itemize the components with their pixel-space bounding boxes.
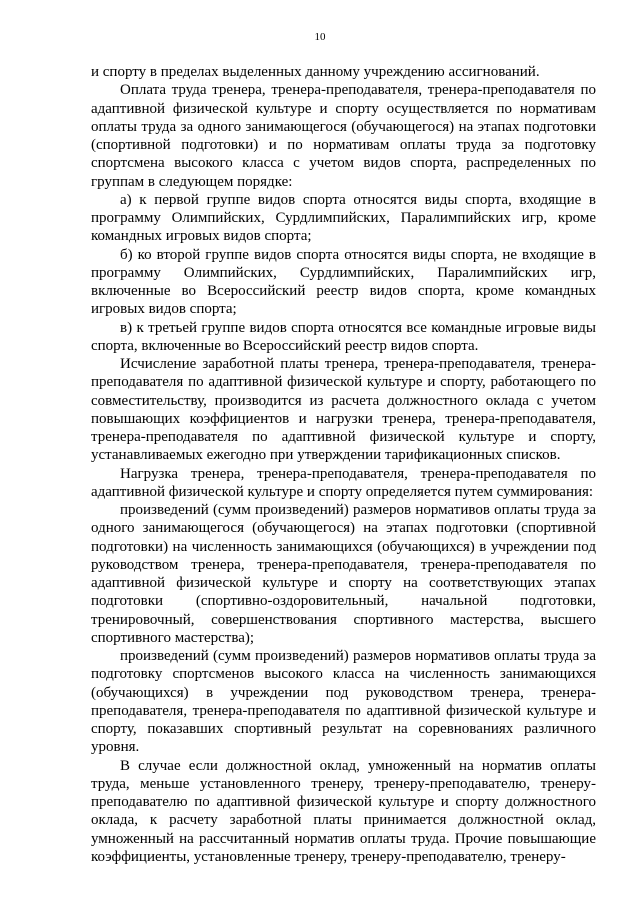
page-number: 10: [314, 31, 326, 43]
document-body: [91, 63, 596, 866]
paragraph: и спорту в пределах выделенных данному учреждению ассигнований.: [91, 64, 540, 80]
paragraph: а) к первой группе видов спорта относятся виды спорта, входящие в программу Олимпийских, Сурдлимпийских, Паралимпийских игр, кроме командных игровых видов спорта;: [91, 191, 596, 245]
paragraph: Оплата труда тренера, тренера-преподавателя, тренера-преподавателя по адаптивной физической культуре и спорту осуществляется по нормативам оплаты труда за одного занимающегося (обучающегося) на этапах подготовки (спортивной подготовки) и по нормативам оплаты труда за подготовку спортсмена высокого класса с учетом видов спорта, распределенных по группам в следующем порядке:: [91, 82, 596, 190]
paragraph: произведений (сумм произведений) размеров нормативов оплаты труда за подготовку спортсменов высокого класса на численность занимающихся (обучающихся) в учреждении под руководством тренера, тренера-преподавателя, тренера-преподавателя по адаптивной физической культуре и спорту, показавших спортивный результат на соревнованиях различного уровня.: [91, 648, 596, 756]
paragraph: Исчисление заработной платы тренера, тренера-преподавателя, тренера-преподавателя по адаптивной физической культуре и спорту, работающего по совместительству, производится из расчета должностного оклада с учетом повышающих коэффициентов и нагрузки тренера, тренера-преподавателя, тренера-преподавателя по адаптивной физической культуре и спорту, устанавливаемых ежегодно при утверждении тарификационных списков.: [91, 356, 596, 464]
paragraph: в) к третьей группе видов спорта относятся все командные игровые виды спорта, включенные во Всероссийский реестр видов спорта.: [91, 319, 596, 354]
paragraph: б) ко второй группе видов спорта относятся виды спорта, не входящие в программу Олимпийских, Сурдлимпийских, Паралимпийских игр, включенные во Всероссийский реестр видов спорта, кроме командных игровых видов спорта;: [91, 246, 596, 318]
paragraph: произведений (сумм произведений) размеров нормативов оплаты труда за одного занимающегося (обучающегося) на этапах подготовки (спортивной подготовки) на численность занимающихся (обучающихся) в учреждении под руководством тренера, тренера-преподавателя, тренера-преподавателя по адаптивной физической культуре и спорту на соответствующих этапах подготовки (спортивно-оздоровительный, начальной подготовки, тренировочный, совершенствования спортивного мастерства, высшего спортивного мастерства);: [91, 502, 596, 646]
paragraph: В случае если должностной оклад, умноженный на норматив оплаты труда, меньше установленного тренеру, тренеру-преподавателю, тренеру-преподавателю по адаптивной физической культуре и спорту должностного оклада, к расчету заработной платы принимается должностной оклад, умноженный на рассчитанный норматив оплаты труда. Прочие повышающие коэффициенты, установленные тренеру, тренеру-преподавателю, тренеру-: [91, 757, 596, 865]
paragraph: Нагрузка тренера, тренера-преподавателя, тренера-преподавателя по адаптивной физической культуре и спорту определяется путем суммирования:: [91, 465, 596, 500]
